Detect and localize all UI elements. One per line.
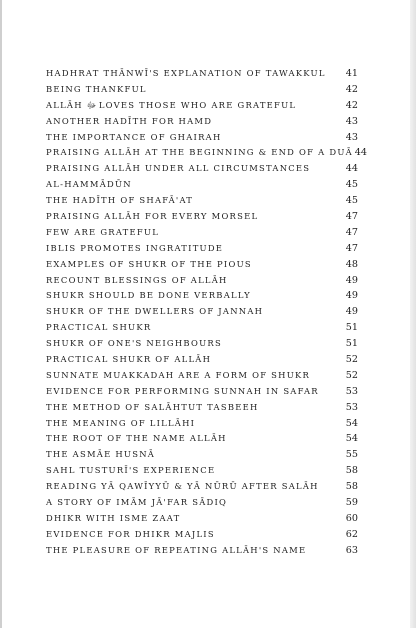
toc-entry xyxy=(46,479,358,495)
toc-entry xyxy=(46,511,358,527)
toc-entry-title: ALLĀH ﷻ LOVES THOSE WHO ARE GRATEFUL xyxy=(46,99,297,110)
toc-entry xyxy=(46,82,358,98)
toc-entry-title: EVIDENCE FOR PERFORMING SUNNAH IN SAFAR xyxy=(46,385,319,396)
toc-entry-page-number: 48 xyxy=(345,258,358,270)
toc-entry xyxy=(46,336,358,352)
toc-entry xyxy=(46,463,358,479)
toc-entry-title: IBLIS PROMOTES INGRATITUDE xyxy=(46,242,224,253)
toc-entry-page-number: 49 xyxy=(345,306,358,318)
toc-entry-title: THE ROOT OF THE NAME ALLĀH xyxy=(46,433,227,444)
toc-entry xyxy=(46,543,358,559)
toc-entry-page-number: 49 xyxy=(345,274,358,286)
toc-entry-title: THE HADĪTH OF SHAFĀ'AT xyxy=(46,195,194,206)
toc-entry-title: THE ASMĀE HUSNĀ xyxy=(46,449,156,460)
toc-entry-page-number: 43 xyxy=(345,115,358,127)
toc-entry-title: DHIKR WITH ISME ZAAT xyxy=(46,512,181,523)
toc-entry-title: BEING THANKFUL xyxy=(46,83,147,94)
toc-entry-page-number: 54 xyxy=(345,417,358,429)
toc-entry-page-number: 58 xyxy=(345,481,358,493)
toc-entry-page-number: 44 xyxy=(354,147,367,159)
toc-entry xyxy=(46,527,358,543)
toc-entry-page-number: 41 xyxy=(345,68,358,79)
toc-entry-page-number: 55 xyxy=(345,449,358,461)
toc-entry-page-number: 42 xyxy=(345,99,358,111)
toc-entry xyxy=(46,209,358,225)
toc-entry xyxy=(46,193,358,209)
toc-entry-page-number: 51 xyxy=(345,338,358,350)
toc-entry-page-number: 51 xyxy=(345,322,358,334)
toc-entry xyxy=(46,431,358,447)
toc-entry xyxy=(46,98,358,114)
toc-entry-title: PRAISING ALLĀH FOR EVERY MORSEL xyxy=(46,211,259,222)
toc-entry-title: A STORY OF IMĀM JĀ'FAR SĀDIQ xyxy=(46,497,228,508)
toc-entry xyxy=(46,257,358,273)
toc-entry xyxy=(46,288,358,304)
toc-entry-page-number: 54 xyxy=(345,433,358,445)
toc-entry-title: PRACTICAL SHUKR xyxy=(46,322,152,333)
toc-entry xyxy=(46,145,367,161)
toc-entry-title: EVIDENCE FOR DHIKR MAJLIS xyxy=(46,528,215,539)
toc-entry xyxy=(46,177,358,193)
toc-entry-title: PRAISING ALLĀH AT THE BEGINNING & END OF A DUĀ xyxy=(46,147,353,158)
toc-entry-page-number: 63 xyxy=(345,544,358,556)
toc-entry xyxy=(46,66,358,82)
toc-entry-page-number: 45 xyxy=(345,179,358,191)
toc-entry-page-number: 43 xyxy=(345,131,358,143)
toc-entry-page-number: 52 xyxy=(345,354,358,366)
toc-entry-title: SUNNATE MUAKKADAH ARE A FORM OF SHUKR xyxy=(46,369,311,380)
toc-entry-page-number: 49 xyxy=(345,290,358,302)
toc-entry-title: SHUKR OF ONE'S NEIGHBOURS xyxy=(46,338,222,349)
toc-entry xyxy=(46,225,358,241)
toc-entry xyxy=(46,416,358,432)
toc-entry-page-number: 53 xyxy=(345,401,358,413)
toc-entry-page-number: 47 xyxy=(345,226,358,238)
toc-entry xyxy=(46,320,358,336)
toc-entry xyxy=(46,352,358,368)
toc-entry xyxy=(46,447,358,463)
toc-entry-title: PRAISING ALLĀH UNDER ALL CIRCUMSTANCES xyxy=(46,163,311,174)
toc-entry-title: FEW ARE GRATEFUL xyxy=(46,226,160,237)
toc-entry-page-number: 58 xyxy=(345,465,358,477)
toc-entry-title: PRACTICAL SHUKR OF ALLĀH xyxy=(46,354,212,365)
toc-entry-title: SAHL TUSTURĪ'S EXPERIENCE xyxy=(46,465,216,476)
toc-entry-page-number: 62 xyxy=(345,528,358,540)
toc-entry-title: AL-HAMMĀDŪN xyxy=(46,179,132,190)
toc-entry xyxy=(46,400,358,416)
toc-entry xyxy=(46,114,358,130)
toc-entry-title: READING YĀ QAWĪYYŪ & YĀ NŪRŪ AFTER SALĀH xyxy=(46,481,319,492)
toc-entry-title: ANOTHER HADĪTH FOR HAMD xyxy=(46,115,213,126)
toc-entry xyxy=(46,495,358,511)
toc-entry-page-number: 59 xyxy=(345,497,358,509)
toc-entry-page-number: 53 xyxy=(345,385,358,397)
page-right-edge xyxy=(410,0,416,628)
toc-entry xyxy=(46,130,358,146)
toc-entry-title: SHUKR SHOULD BE DONE VERBALLY xyxy=(46,290,251,301)
toc-entry xyxy=(46,384,358,400)
toc-entry-title: THE PLEASURE OF REPEATING ALLĀH'S NAME xyxy=(46,544,307,555)
toc-entry-page-number: 42 xyxy=(345,83,358,95)
toc-entry xyxy=(46,304,358,320)
toc-entry-page-number: 52 xyxy=(345,369,358,381)
toc-entry-title: HADHRAT THĀNWĪ'S EXPLANATION OF TAWAKKUL xyxy=(46,68,326,78)
toc-entry-title: SHUKR OF THE DWELLERS OF JANNAH xyxy=(46,306,264,317)
page-left-edge xyxy=(0,0,2,628)
toc-entry-page-number: 47 xyxy=(345,242,358,254)
toc-entry-page-number: 47 xyxy=(345,211,358,223)
toc-entry-page-number: 44 xyxy=(345,163,358,175)
table-of-contents xyxy=(46,66,367,559)
toc-entry-title: THE IMPORTANCE OF GHAIRAH xyxy=(46,131,222,142)
toc-entry xyxy=(46,368,358,384)
toc-entry-page-number: 60 xyxy=(345,512,358,524)
toc-entry-page-number: 45 xyxy=(345,195,358,207)
toc-entry-title: THE MEANING OF LILLĀHI xyxy=(46,417,196,428)
toc-entry xyxy=(46,241,358,257)
toc-entry xyxy=(46,273,358,289)
toc-entry xyxy=(46,161,358,177)
toc-entry-title: EXAMPLES OF SHUKR OF THE PIOUS xyxy=(46,258,252,269)
toc-entry-title: THE METHOD OF SALĀHTUT TASBEEH xyxy=(46,401,259,412)
toc-entry-title: RECOUNT BLESSINGS OF ALLĀH xyxy=(46,274,228,285)
